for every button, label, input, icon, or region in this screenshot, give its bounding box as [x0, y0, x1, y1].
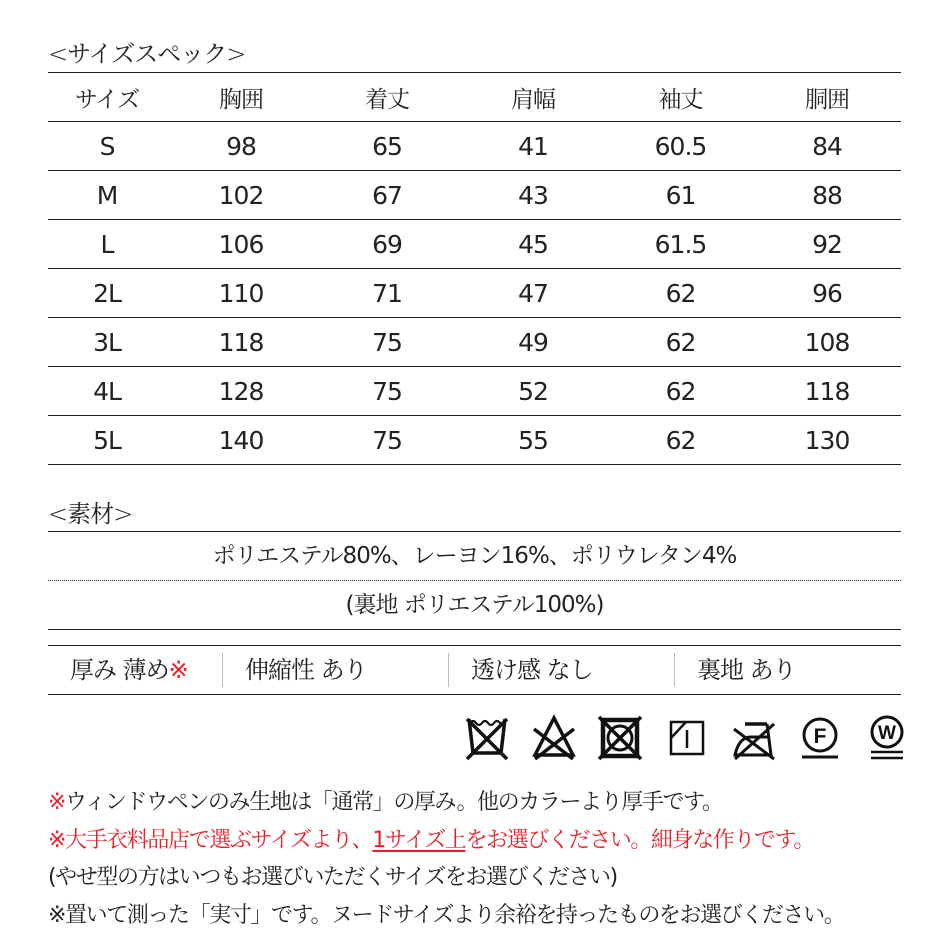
cell-size: 4L — [48, 367, 166, 416]
no-tumble-dry-icon — [597, 713, 643, 763]
cell-waist: 108 — [753, 318, 901, 367]
cell-chest: 110 — [166, 269, 316, 318]
prop-thickness-label: 厚み 薄め — [70, 656, 169, 684]
note-window-pane — [48, 785, 723, 816]
note-size-advice-prefix: ※大手衣料品店で選ぶサイズより、 — [48, 828, 373, 853]
care-label-icons — [464, 710, 910, 766]
cell-chest: 102 — [166, 171, 316, 220]
prop-sheerness — [448, 653, 674, 687]
cell-waist: 84 — [753, 122, 901, 171]
material-lining: (裏地 ポリエステル100%) — [345, 592, 604, 618]
table-row — [48, 318, 901, 367]
prop-lining — [674, 653, 901, 687]
cell-sleeve: 62 — [608, 416, 753, 465]
cell-length: 75 — [316, 318, 458, 367]
cell-sleeve: 60.5 — [608, 122, 753, 171]
no-bleach-icon — [531, 713, 577, 763]
header-size: サイズ — [48, 73, 166, 122]
fabric-properties — [48, 645, 901, 695]
table-row — [48, 367, 901, 416]
wet-clean-w-icon — [864, 713, 910, 763]
note-asterisk: ※ — [48, 790, 66, 815]
cell-sleeve: 62 — [608, 318, 753, 367]
cell-length: 75 — [316, 416, 458, 465]
table-row — [48, 269, 901, 318]
note-size-advice — [48, 823, 814, 854]
prop-stretch-label: 伸縮性 あり — [245, 656, 367, 684]
header-waist: 胴囲 — [753, 73, 901, 122]
cell-sleeve: 61.5 — [608, 220, 753, 269]
cell-chest: 140 — [166, 416, 316, 465]
header-sleeve: 袖丈 — [608, 73, 753, 122]
table-row — [48, 122, 901, 171]
cell-waist: 96 — [753, 269, 901, 318]
cell-length: 69 — [316, 220, 458, 269]
cell-waist: 118 — [753, 367, 901, 416]
cell-size: L — [48, 220, 166, 269]
note-size-advice-emphasis: 1サイズ上 — [372, 828, 466, 853]
prop-sheerness-label: 透け感 なし — [471, 656, 593, 684]
cell-waist: 88 — [753, 171, 901, 220]
header-length: 着丈 — [316, 73, 458, 122]
note-measurement: ※置いて測った「実寸」です。ヌードサイズより余裕を持ったものをお選びください。 — [48, 903, 845, 928]
spec-section-title: <サイズスペック> — [48, 40, 246, 68]
material-box — [48, 531, 901, 630]
cell-waist: 130 — [753, 416, 901, 465]
prop-lining-label: 裏地 あり — [697, 656, 796, 684]
cell-shoulder: 41 — [458, 122, 608, 171]
cell-chest: 118 — [166, 318, 316, 367]
wet-clean-letter: W — [877, 723, 896, 744]
cell-size: S — [48, 122, 166, 171]
cell-chest: 98 — [166, 122, 316, 171]
hang-dry-shade-icon — [664, 713, 710, 763]
cell-length: 67 — [316, 171, 458, 220]
cell-size: 2L — [48, 269, 166, 318]
table-row — [48, 171, 901, 220]
prop-stretch — [222, 653, 448, 687]
header-chest: 胸囲 — [166, 73, 316, 122]
cell-shoulder: 43 — [458, 171, 608, 220]
cell-shoulder: 52 — [458, 367, 608, 416]
cell-length: 71 — [316, 269, 458, 318]
cell-sleeve: 62 — [608, 367, 753, 416]
dry-clean-letter: F — [813, 725, 827, 748]
cell-chest: 128 — [166, 367, 316, 416]
cell-size: 3L — [48, 318, 166, 367]
prop-thickness — [48, 653, 222, 687]
cell-shoulder: 55 — [458, 416, 608, 465]
cell-sleeve: 61 — [608, 171, 753, 220]
note-window-pane-text: ウィンドウペンのみ生地は「通常」の厚み。他のカラーより厚手です。 — [65, 790, 723, 815]
cell-sleeve: 62 — [608, 269, 753, 318]
cell-shoulder: 49 — [458, 318, 608, 367]
note-size-advice-suffix: をお選びください。細身な作りです。 — [465, 828, 814, 853]
material-main: ポリエステル80%、レーヨン16%、ポリウレタン4% — [48, 532, 901, 581]
cell-size: 5L — [48, 416, 166, 465]
asterisk-mark: ※ — [168, 656, 188, 684]
cell-chest: 106 — [166, 220, 316, 269]
no-iron-icon — [731, 713, 777, 763]
dry-clean-f-icon — [797, 713, 843, 763]
note-slim-build: (やせ型の方はいつもお選びいただくサイズをお選びください) — [48, 865, 617, 890]
cell-shoulder: 47 — [458, 269, 608, 318]
cell-waist: 92 — [753, 220, 901, 269]
cell-length: 65 — [316, 122, 458, 171]
material-section-title: <素材> — [48, 500, 133, 528]
size-spec-table — [48, 72, 901, 465]
cell-shoulder: 45 — [458, 220, 608, 269]
cell-length: 75 — [316, 367, 458, 416]
header-shoulder: 肩幅 — [458, 73, 608, 122]
cell-size: M — [48, 171, 166, 220]
table-row — [48, 220, 901, 269]
no-wash-icon — [464, 713, 510, 763]
table-header-row — [48, 73, 901, 122]
table-row — [48, 416, 901, 465]
